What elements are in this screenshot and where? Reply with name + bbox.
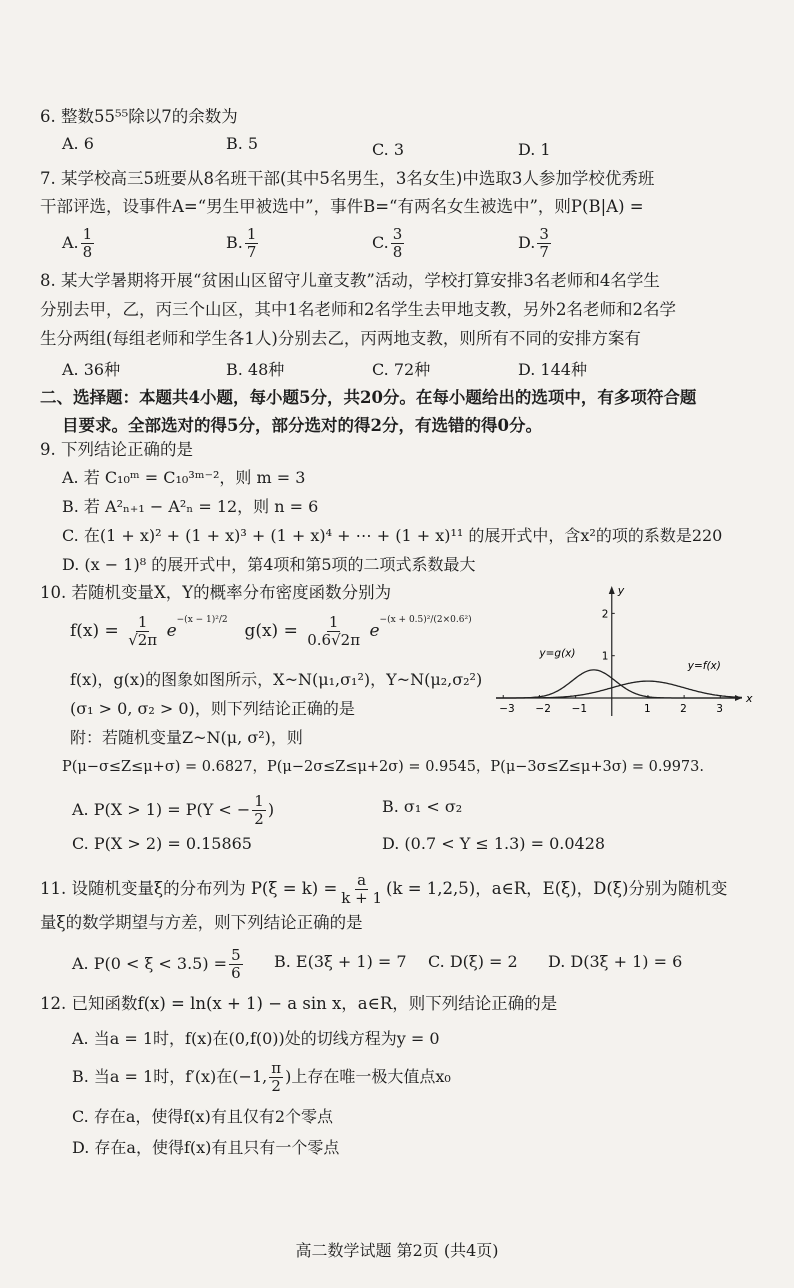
q11-option-a: A. P(0 < ξ < 3.5) = $\frac{5}{6}$ <box>72 946 241 982</box>
q8-line2: 分别去甲，乙，丙三个山区，其中1名老师和2名学生去甲地支教，另外2名老师和2名学 <box>40 300 676 319</box>
q11-option-c: C. D(ξ) = 2 <box>428 952 518 971</box>
page-footer: 高二数学试题 第2页 (共4页) <box>295 1241 499 1260</box>
q10-option-d: D. (0.7 < Y ≤ 1.3) = 0.0428 <box>382 834 606 853</box>
y-tick-label: 1 <box>601 650 609 663</box>
q8-option-b: B. 48种 <box>226 360 285 379</box>
y-tick-label: 2 <box>601 608 609 621</box>
q11-option-b: B. E(3ξ + 1) = 7 <box>274 952 407 971</box>
q7-d-fraction: $\frac{3}{7}$ <box>539 225 549 261</box>
q12-stem: 12. 已知函数f(x) = ln(x + 1) − a sin x，a∈R，则下列结论正确的是 <box>40 994 558 1013</box>
q11-option-d: D. D(3ξ + 1) = 6 <box>548 952 683 971</box>
q10-option-b: B. σ₁ < σ₂ <box>382 797 463 816</box>
section2-header-line1: 二、选择题：本题共4小题，每小题5分，共20分。在每小题给出的选项中，有多项符合题 <box>40 388 697 407</box>
q7-option-d: D. $\frac{3}{7}$ <box>518 225 549 261</box>
q10-formulas: f(x) = $\frac{1}{√2\pi}$ $e^{-(x - 1)^2/2}$ g(x) = $\frac{1}{0.6√2\pi}$ $e^{-(x + 0.5)^2/(2\times 0.6^2)}$ <box>70 613 472 649</box>
q12-option-b: B. 当a = 1时，f′(x)在(−1, $\frac{\pi}{2}$ )上存在唯一极大值点x₀ <box>72 1059 451 1095</box>
q12-option-d: D. 存在a，使得f(x)有且只有一个零点 <box>72 1138 340 1157</box>
x-axis-label: x <box>746 692 753 705</box>
y-axis-arrow <box>609 586 615 594</box>
x-tick-label: 3 <box>716 703 723 715</box>
q8-option-c: C. 72种 <box>372 360 431 379</box>
section2-header-line2: 目要求。全部选对的得5分，部分选对的得2分，有选错的得0分。 <box>62 416 542 435</box>
q10-option-c: C. P(X > 2) = 0.15865 <box>72 834 252 853</box>
series-label-g: y=g(x) <box>539 647 576 660</box>
q8-option-d: D. 144种 <box>518 360 587 379</box>
q7-b-fraction: $\frac{1}{7}$ <box>246 225 257 261</box>
q9-option-a: A. 若 C₁₀ᵐ = C₁₀³ᵐ⁻²，则 m = 3 <box>62 468 306 487</box>
q11-line1: 11. 设随机变量ξ的分布列为 P(ξ = k) = $\frac{a}{k + 1}$ (k = 1,2,5)，a∈R，E(ξ)，D(ξ)分别为随机变 <box>40 871 728 907</box>
x-tick-label: −1 <box>571 703 588 715</box>
x-tick-label: 2 <box>680 703 687 715</box>
q7-option-b: B. $\frac{1}{7}$ <box>226 225 257 261</box>
q10-line3: f(x)，g(x)的图象如图所示，X~N(μ₁,σ₁²)，Y~N(μ₂,σ₂²) <box>70 670 483 689</box>
q12-option-a: A. 当a = 1时，f(x)在(0,f(0))处的切线方程为y = 0 <box>72 1029 440 1048</box>
x-tick-label: −3 <box>499 703 515 715</box>
q7-c-fraction: $\frac{3}{8}$ <box>392 225 403 261</box>
q9-option-c: C. 在(1 + x)² + (1 + x)³ + (1 + x)⁴ + ⋯ + (1 + x)¹¹ 的展开式中，含x²的项的系数是220 <box>62 526 723 545</box>
q7-a-fraction: $\frac{1}{8}$ <box>82 225 93 261</box>
q6-option-a: A. 6 <box>62 134 94 153</box>
q6-option-c: C. 3 <box>372 140 405 159</box>
y-axis-label: y <box>617 584 625 597</box>
q7-line1: 7. 某学校高三5班要从8名班干部(其中5名男生，3名女生)中选取3人参加学校优秀班 <box>40 169 655 188</box>
x-tick-label: 1 <box>643 703 651 715</box>
q6-option-b: B. 5 <box>226 134 259 153</box>
q9-option-d: D. (x − 1)⁸ 的展开式中，第4项和第5项的二项式系数最大 <box>62 555 476 574</box>
q8-line3: 生分两组(每组老师和学生各1人)分别去乙，丙两地支教，则所有不同的安排方案有 <box>40 329 641 348</box>
q10-stem: 10. 若随机变量X，Y的概率分布密度函数分别为 <box>40 583 392 602</box>
q7-option-a: A. $\frac{1}{8}$ <box>62 225 93 261</box>
q12-option-c: C. 存在a，使得f(x)有且仅有2个零点 <box>72 1107 333 1126</box>
q7-line2: 干部评选，设事件A=“男生甲被选中”，事件B=“有两名女生被选中”，则P(B|A) = <box>40 197 644 216</box>
q6-stem: 6. 整数55⁵⁵除以7的余数为 <box>40 107 238 126</box>
x-tick-label: −2 <box>535 703 551 715</box>
series-label-f: y=f(x) <box>687 660 721 673</box>
q10-line4: (σ₁ > 0, σ₂ > 0)，则下列结论正确的是 <box>70 699 355 718</box>
q6-option-d: D. 1 <box>518 140 551 159</box>
q8-line1: 8. 某大学暑期将开展“贫困山区留守儿童支教”活动，学校打算安排3名老师和4名学生 <box>40 271 660 290</box>
q8-option-a: A. 36种 <box>62 360 121 379</box>
q10-line6: P(μ−σ≤Z≤μ+σ) = 0.6827，P(μ−2σ≤Z≤μ+2σ) = 0.9545，P(μ−3σ≤Z≤μ+3σ) = 0.9973. <box>62 759 704 775</box>
q10-option-a: A. P(X > 1) = P(Y < − $\frac{1}{2}$ ) <box>72 792 275 828</box>
q10-line5: 附：若随机变量Z~N(μ, σ²)，则 <box>70 728 303 747</box>
q7-option-c: C. $\frac{3}{8}$ <box>372 225 403 261</box>
q11-line2: 量ξ的数学期望与方差，则下列结论正确的是 <box>40 913 363 932</box>
q9-stem: 9. 下列结论正确的是 <box>40 440 193 459</box>
normal-density-chart <box>490 580 760 720</box>
q9-option-b: B. 若 A²ₙ₊₁ − A²ₙ = 12，则 n = 6 <box>62 497 319 516</box>
